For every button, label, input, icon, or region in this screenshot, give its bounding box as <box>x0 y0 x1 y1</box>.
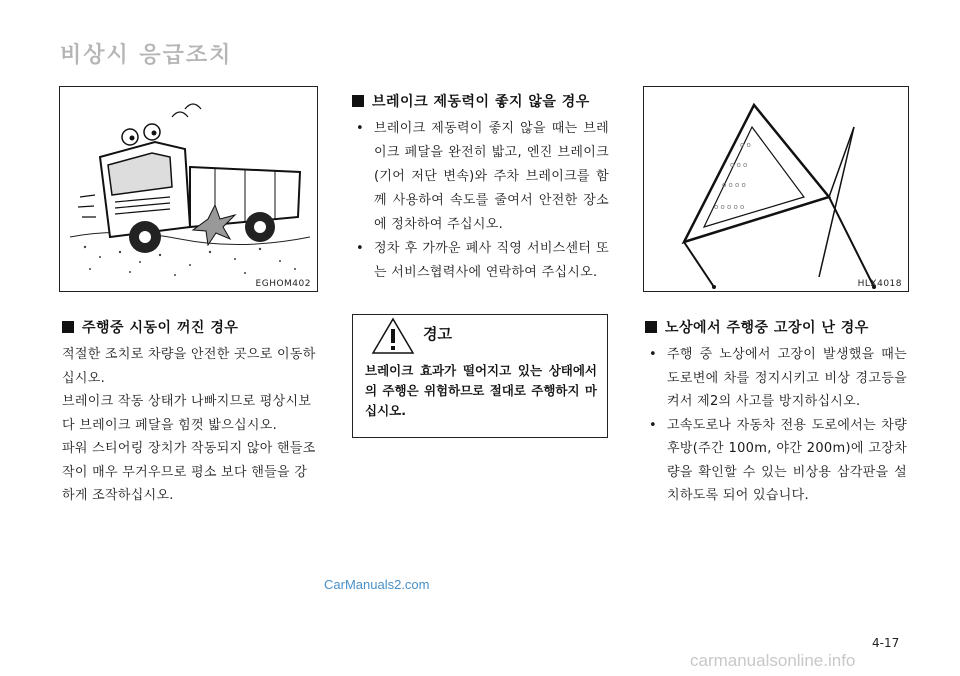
figure-code-triangle: HLX4018 <box>857 279 902 289</box>
truck-figure <box>59 86 318 292</box>
paragraph: 파워 스티어링 장치가 작동되지 않아 핸들조작이 매우 무거우므로 평소 보다 핸들을 강하게 조작하십시오. <box>62 441 316 503</box>
svg-text:o o o o o: o o o o o <box>714 203 745 211</box>
warning-title: 경고 <box>423 325 452 343</box>
footer-watermark: carmanualsonline.info <box>690 651 856 670</box>
square-bullet-icon <box>645 321 657 333</box>
list-item: • 정차 후 가까운 폐사 직영 서비스센터 또는 서비스협력사에 연락하여 주십시오. <box>352 237 609 285</box>
section-heading-poor-brake: 브레이크 제동력이 좋지 않을 경우 <box>352 91 590 111</box>
paragraph: 적절한 조치로 차량을 안전한 곳으로 이동하십시오. <box>62 347 316 386</box>
triangle-figure <box>643 86 909 292</box>
svg-text:o o: o o <box>740 141 751 149</box>
warning-text: 브레이크 효과가 떨어지고 있는 상태에서의 주행은 위험하므로 절대로 주행하지 마십시오. <box>365 363 597 418</box>
list-item: • 주행 중 노상에서 고장이 발생했을 때는 도로변에 차를 정지시키고 비상 경고등을 켜서 제2의 사고를 방지하십시오. <box>645 343 907 414</box>
watermark-link[interactable]: CarManuals2.com <box>324 577 430 592</box>
section-heading-road-breakdown: 노상에서 주행중 고장이 난 경우 <box>645 317 869 337</box>
road-breakdown-body <box>645 343 907 508</box>
square-bullet-icon <box>62 321 74 333</box>
warning-triangle-illustration <box>644 87 908 291</box>
list-item: • 브레이크 제동력이 좋지 않을 때는 브레이크 페달을 완전히 밟고, 엔진 브레이크(기어 저단 변속)와 주차 브레이크를 함께 사용하여 속도를 줄여서 안전한 장소에 정차하여 주십시오. <box>352 117 609 237</box>
figure-code-truck: EGHOM402 <box>255 279 311 289</box>
svg-text:o o o: o o o <box>730 161 748 169</box>
warning-triangle-icon <box>371 317 415 355</box>
page-number: 4-17 <box>872 636 900 650</box>
page-title: 비상시 응급조치 <box>60 43 233 68</box>
poor-brake-body <box>352 117 609 285</box>
engine-stalled-body <box>62 343 317 508</box>
truck-illustration <box>60 87 317 291</box>
svg-text:o o o o: o o o o <box>722 181 746 189</box>
section-heading-engine-stalled: 주행중 시동이 꺼진 경우 <box>62 317 238 337</box>
list-item: • 고속도로나 자동차 전용 도로에서는 차량 후방(주간 100m, 야간 200m)에 고장차량을 확인할 수 있는 비상용 삼각판을 설치하도록 되어 있습니다. <box>645 414 907 508</box>
warning-box <box>352 314 608 438</box>
paragraph: 브레이크 작동 상태가 나빠지므로 평상시보다 브레이크 페달을 힘껏 밟으십시오. <box>62 394 312 433</box>
square-bullet-icon <box>352 95 364 107</box>
